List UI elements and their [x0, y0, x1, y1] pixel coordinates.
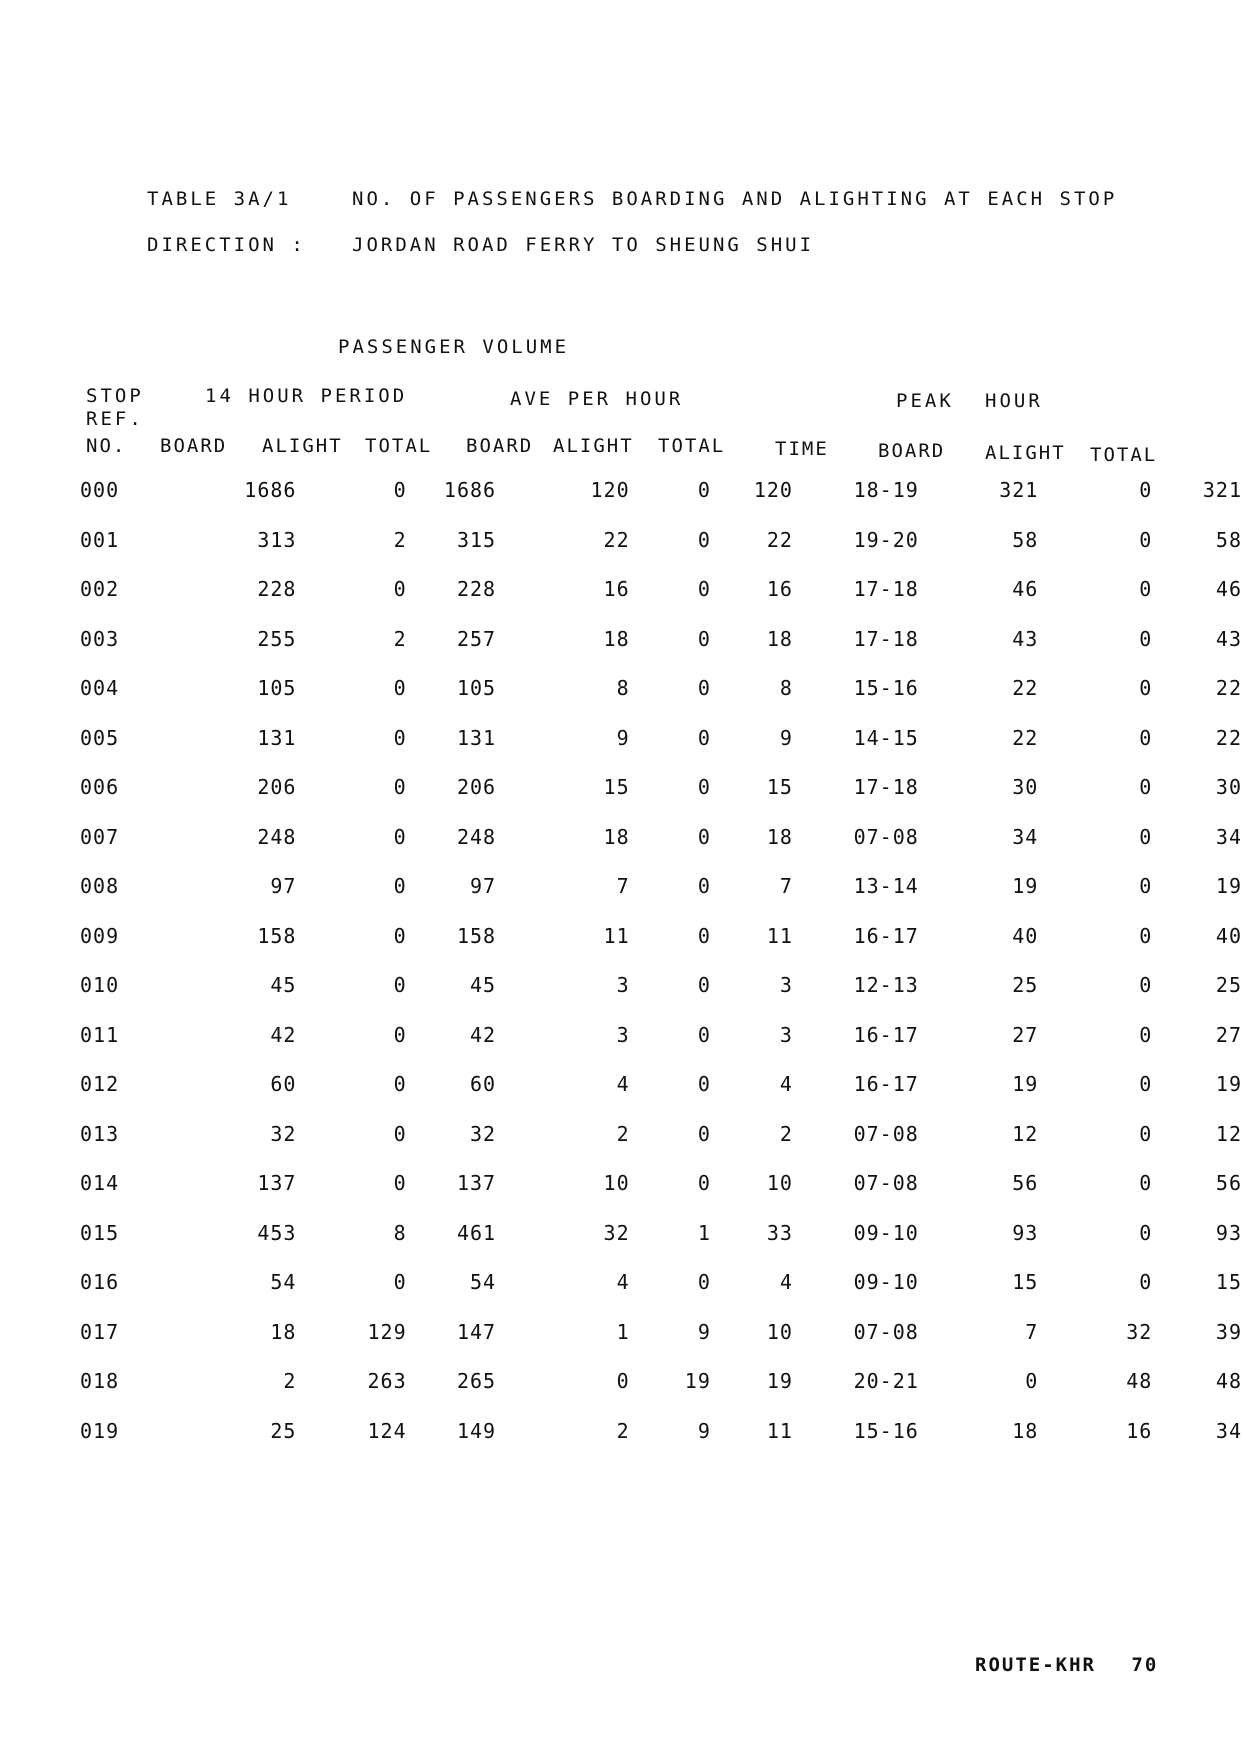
ave-total-cell: 4: [779, 1270, 793, 1294]
period-board-cell: 255: [257, 626, 297, 651]
ave-total-cell: 18: [766, 626, 793, 651]
ave-board-cell: 2: [616, 1121, 630, 1146]
ave-board-cell: 120: [590, 478, 630, 502]
col-header-period-alight: ALIGHT: [262, 435, 343, 457]
stop-ref-cell: 006: [80, 775, 120, 799]
ave-alight-cell: 0: [697, 1121, 711, 1146]
peak-total-cell: 19: [1215, 1072, 1242, 1096]
stop-ref-cell: 015: [80, 1220, 120, 1245]
peak-board-cell: 321: [999, 478, 1039, 502]
ave-total-cell: 16: [766, 577, 793, 601]
peak-time-cell: 15-16: [853, 676, 919, 700]
peak-total-cell: 34: [1215, 1418, 1242, 1443]
period-total-cell: 147: [456, 1319, 497, 1344]
stop-ref-cell: 014: [80, 1171, 120, 1195]
peak-total-cell: 43: [1215, 626, 1242, 651]
period-total-cell: 228: [456, 577, 497, 601]
col-header-peak-total: TOTAL: [1090, 444, 1158, 466]
table-row: [80, 1122, 1242, 1172]
period-board-cell: 25: [270, 1418, 297, 1443]
peak-alight-cell: 0: [1139, 1270, 1153, 1294]
peak-board-cell: 12: [1012, 1121, 1039, 1146]
col-header-peak-board: BOARD: [878, 440, 946, 462]
ave-board-cell: 10: [603, 1171, 630, 1195]
ave-total-cell: 19: [766, 1369, 793, 1393]
ave-alight-cell: 0: [697, 973, 711, 997]
ave-total-cell: 10: [766, 1319, 793, 1344]
peak-time-cell: 15-16: [853, 1418, 919, 1443]
peak-alight-cell: 0: [1139, 1072, 1153, 1096]
stop-ref-cell: 009: [80, 923, 120, 948]
ave-board-cell: 22: [603, 527, 630, 552]
period-total-cell: 1686: [443, 478, 497, 502]
ave-board-cell: 18: [603, 824, 630, 849]
peak-alight-cell: 0: [1139, 1220, 1153, 1245]
table-row: [80, 1072, 1242, 1122]
table-row: [80, 1023, 1242, 1073]
period-total-cell: 257: [456, 626, 497, 651]
period-total-cell: 131: [456, 725, 497, 750]
table-body: [80, 478, 1242, 1468]
peak-time-cell: 07-08: [853, 1319, 919, 1344]
table-row: [80, 973, 1242, 1023]
peak-board-cell: 7: [1025, 1319, 1039, 1344]
ave-alight-cell: 9: [697, 1418, 711, 1443]
col-header-stop-no: NO.: [86, 435, 127, 457]
period-alight-cell: 0: [393, 1270, 407, 1294]
col-header-peak-time: TIME: [775, 438, 829, 460]
period-alight-cell: 0: [393, 1171, 407, 1195]
ave-total-cell: 7: [779, 874, 793, 898]
peak-total-cell: 27: [1215, 1022, 1242, 1047]
peak-total-cell: 19: [1215, 874, 1242, 898]
peak-board-cell: 15: [1012, 1270, 1039, 1294]
peak-alight-cell: 48: [1126, 1369, 1153, 1393]
stop-ref-cell: 008: [80, 874, 120, 898]
peak-total-cell: 30: [1215, 775, 1242, 799]
period-total-cell: 137: [456, 1171, 497, 1195]
peak-time-cell: 14-15: [853, 725, 919, 750]
peak-time-cell: 18-19: [853, 478, 919, 502]
peak-time-cell: 09-10: [853, 1270, 919, 1294]
peak-time-cell: 16-17: [853, 1072, 919, 1096]
peak-board-cell: 19: [1012, 874, 1039, 898]
stop-ref-cell: 000: [80, 478, 120, 502]
passenger-volume-caption: PASSENGER VOLUME: [338, 336, 570, 358]
ave-total-cell: 120: [753, 478, 793, 502]
period-alight-cell: 0: [393, 824, 407, 849]
peak-total-cell: 48: [1215, 1369, 1242, 1393]
ave-alight-cell: 0: [697, 725, 711, 750]
period-board-cell: 158: [257, 923, 297, 948]
period-alight-cell: 0: [393, 1121, 407, 1146]
table-row: [80, 1419, 1242, 1469]
ave-board-cell: 32: [603, 1220, 630, 1245]
peak-total-cell: 22: [1215, 676, 1242, 700]
ave-alight-cell: 9: [697, 1319, 711, 1344]
col-header-peak-alight: ALIGHT: [985, 442, 1066, 464]
table-row: [80, 1171, 1242, 1221]
period-alight-cell: 0: [393, 874, 407, 898]
peak-alight-cell: 0: [1139, 1171, 1153, 1195]
peak-board-cell: 58: [1012, 527, 1039, 552]
peak-board-cell: 27: [1012, 1022, 1039, 1047]
peak-time-cell: 16-17: [853, 1022, 919, 1047]
stop-ref-cell: 013: [80, 1121, 120, 1146]
ave-total-cell: 9: [779, 725, 793, 750]
ave-total-cell: 18: [766, 824, 793, 849]
peak-alight-cell: 0: [1139, 478, 1153, 502]
period-alight-cell: 2: [393, 527, 407, 552]
peak-alight-cell: 0: [1139, 923, 1153, 948]
table-row: [80, 874, 1242, 924]
table-row: [80, 1270, 1242, 1320]
peak-alight-cell: 0: [1139, 874, 1153, 898]
period-alight-cell: 0: [393, 478, 407, 502]
stop-ref-cell: 012: [80, 1072, 120, 1096]
stop-ref-cell: 002: [80, 577, 120, 601]
peak-alight-cell: 16: [1126, 1418, 1153, 1443]
peak-board-cell: 34: [1012, 824, 1039, 849]
period-board-cell: 45: [270, 973, 297, 997]
table-row: [80, 478, 1242, 528]
ave-board-cell: 2: [616, 1418, 630, 1443]
ave-total-cell: 22: [766, 527, 793, 552]
period-total-cell: 60: [469, 1072, 497, 1096]
table-row: [80, 627, 1242, 677]
direction-label: DIRECTION :: [147, 234, 306, 256]
peak-time-cell: 07-08: [853, 1171, 919, 1195]
period-alight-cell: 124: [367, 1418, 407, 1443]
header-ref: REF.: [86, 408, 144, 430]
ave-alight-cell: 0: [697, 527, 711, 552]
period-board-cell: 131: [257, 725, 297, 750]
period-board-cell: 228: [257, 577, 297, 601]
ave-board-cell: 16: [603, 577, 630, 601]
table-title: [147, 188, 1118, 210]
ave-alight-cell: 1: [697, 1220, 711, 1245]
peak-alight-cell: 0: [1139, 676, 1153, 700]
ave-board-cell: 4: [616, 1270, 630, 1294]
period-board-cell: 105: [257, 676, 297, 700]
peak-time-cell: 17-18: [853, 626, 919, 651]
peak-alight-cell: 0: [1139, 626, 1153, 651]
peak-board-cell: 18: [1012, 1418, 1039, 1443]
ave-alight-cell: 0: [697, 923, 711, 948]
peak-alight-cell: 0: [1139, 1022, 1153, 1047]
period-alight-cell: 129: [367, 1319, 407, 1344]
header-14-hour-period: 14 HOUR PERIOD: [205, 385, 408, 407]
stop-ref-cell: 019: [80, 1418, 120, 1443]
col-header-ave-alight: ALIGHT: [553, 435, 634, 457]
peak-total-cell: 321: [1202, 478, 1242, 502]
ave-total-cell: 4: [779, 1072, 793, 1096]
ave-alight-cell: 0: [697, 478, 711, 502]
peak-total-cell: 40: [1215, 923, 1242, 948]
peak-total-cell: 22: [1215, 725, 1242, 750]
stop-ref-cell: 007: [80, 824, 120, 849]
ave-alight-cell: 0: [697, 626, 711, 651]
peak-time-cell: 07-08: [853, 824, 919, 849]
ave-board-cell: 11: [603, 923, 630, 948]
period-total-cell: 315: [456, 527, 497, 552]
stop-ref-cell: 010: [80, 973, 120, 997]
ave-alight-cell: 0: [697, 577, 711, 601]
ave-alight-cell: 0: [697, 1270, 711, 1294]
col-header-period-board: BOARD: [160, 435, 228, 457]
peak-alight-cell: 0: [1139, 824, 1153, 849]
ave-board-cell: 15: [603, 775, 630, 799]
peak-time-cell: 19-20: [853, 527, 919, 552]
period-total-cell: 149: [456, 1418, 497, 1443]
period-alight-cell: 2: [393, 626, 407, 651]
period-total-cell: 54: [469, 1270, 497, 1294]
period-total-cell: 97: [469, 874, 497, 898]
peak-total-cell: 93: [1215, 1220, 1242, 1245]
period-alight-cell: 8: [393, 1220, 407, 1245]
period-total-cell: 45: [469, 973, 497, 997]
peak-total-cell: 56: [1215, 1171, 1242, 1195]
ave-alight-cell: 19: [684, 1369, 711, 1393]
period-board-cell: 18: [270, 1319, 297, 1344]
peak-time-cell: 16-17: [853, 923, 919, 948]
ave-board-cell: 4: [616, 1072, 630, 1096]
col-header-period-total: TOTAL: [365, 435, 433, 457]
peak-board-cell: 25: [1012, 973, 1039, 997]
peak-board-cell: 56: [1012, 1171, 1039, 1195]
page-footer: [975, 1654, 1158, 1676]
peak-total-cell: 58: [1215, 527, 1242, 552]
period-alight-cell: 0: [393, 973, 407, 997]
period-board-cell: 313: [257, 527, 297, 552]
peak-board-cell: 0: [1025, 1369, 1039, 1393]
ave-alight-cell: 0: [697, 874, 711, 898]
period-board-cell: 248: [257, 824, 297, 849]
period-board-cell: 206: [257, 775, 297, 799]
ave-alight-cell: 0: [697, 1022, 711, 1047]
direction-value: JORDAN ROAD FERRY TO SHEUNG SHUI: [352, 234, 815, 256]
table-row: [80, 1221, 1242, 1271]
ave-alight-cell: 0: [697, 775, 711, 799]
col-header-ave-total: TOTAL: [658, 435, 726, 457]
table-row: [80, 1369, 1242, 1419]
peak-board-cell: 22: [1012, 725, 1039, 750]
period-board-cell: 453: [257, 1220, 297, 1245]
period-alight-cell: 263: [367, 1369, 407, 1393]
passenger-volume-table: [80, 478, 1242, 1468]
ave-board-cell: 8: [616, 676, 630, 700]
peak-time-cell: 17-18: [853, 775, 919, 799]
period-board-cell: 2: [283, 1369, 297, 1393]
period-total-cell: 206: [456, 775, 497, 799]
peak-board-cell: 93: [1012, 1220, 1039, 1245]
ave-total-cell: 8: [779, 676, 793, 700]
peak-alight-cell: 0: [1139, 775, 1153, 799]
peak-time-cell: 09-10: [853, 1220, 919, 1245]
ave-board-cell: 18: [603, 626, 630, 651]
period-alight-cell: 0: [393, 577, 407, 601]
peak-total-cell: 46: [1215, 577, 1242, 601]
peak-board-cell: 43: [1012, 626, 1039, 651]
stop-ref-cell: 018: [80, 1369, 120, 1393]
peak-time-cell: 12-13: [853, 973, 919, 997]
peak-time-cell: 17-18: [853, 577, 919, 601]
stop-ref-cell: 005: [80, 725, 120, 750]
ave-board-cell: 3: [616, 973, 630, 997]
ave-board-cell: 3: [616, 1022, 630, 1047]
peak-board-cell: 30: [1012, 775, 1039, 799]
stop-ref-cell: 011: [80, 1022, 120, 1047]
ave-alight-cell: 0: [697, 824, 711, 849]
peak-alight-cell: 0: [1139, 973, 1153, 997]
period-board-cell: 42: [270, 1022, 297, 1047]
peak-time-cell: 20-21: [853, 1369, 919, 1393]
peak-alight-cell: 0: [1139, 1121, 1153, 1146]
period-alight-cell: 0: [393, 775, 407, 799]
period-total-cell: 461: [456, 1220, 497, 1245]
period-total-cell: 32: [469, 1121, 497, 1146]
peak-alight-cell: 0: [1139, 577, 1153, 601]
header-stop: STOP: [86, 385, 144, 407]
peak-board-cell: 22: [1012, 676, 1039, 700]
table-row: [80, 924, 1242, 974]
period-board-cell: 32: [270, 1121, 297, 1146]
table-row: [80, 676, 1242, 726]
period-total-cell: 105: [456, 676, 497, 700]
peak-total-cell: 34: [1215, 824, 1242, 849]
peak-board-cell: 46: [1012, 577, 1039, 601]
period-board-cell: 97: [270, 874, 297, 898]
table-row: [80, 825, 1242, 875]
peak-total-cell: 12: [1215, 1121, 1242, 1146]
peak-total-cell: 15: [1215, 1270, 1242, 1294]
ave-board-cell: 7: [616, 874, 630, 898]
table-row: [80, 577, 1242, 627]
ave-board-cell: 9: [616, 725, 630, 750]
header-peak: PEAK: [896, 390, 954, 412]
period-board-cell: 60: [270, 1072, 297, 1096]
ave-board-cell: 0: [616, 1369, 630, 1393]
ave-alight-cell: 0: [697, 676, 711, 700]
peak-alight-cell: 0: [1139, 527, 1153, 552]
period-total-cell: 42: [469, 1022, 497, 1047]
period-alight-cell: 0: [393, 1022, 407, 1047]
peak-board-cell: 40: [1012, 923, 1039, 948]
ave-total-cell: 2: [779, 1121, 793, 1146]
table-row: [80, 775, 1242, 825]
ave-alight-cell: 0: [697, 1171, 711, 1195]
peak-total-cell: 39: [1215, 1319, 1242, 1344]
direction-line: [147, 234, 815, 256]
period-alight-cell: 0: [393, 725, 407, 750]
table-row: [80, 528, 1242, 578]
ave-total-cell: 15: [766, 775, 793, 799]
peak-board-cell: 19: [1012, 1072, 1039, 1096]
ave-total-cell: 3: [779, 973, 793, 997]
period-total-cell: 248: [456, 824, 497, 849]
period-total-cell: 158: [456, 923, 497, 948]
period-board-cell: 1686: [244, 478, 297, 502]
stop-ref-cell: 016: [80, 1270, 120, 1294]
ave-total-cell: 33: [766, 1220, 793, 1245]
peak-alight-cell: 0: [1139, 725, 1153, 750]
table-row: [80, 726, 1242, 776]
route-code: ROUTE-KHR: [975, 1654, 1096, 1676]
stop-ref-cell: 003: [80, 626, 120, 651]
period-board-cell: 137: [257, 1171, 297, 1195]
ave-total-cell: 11: [766, 923, 793, 948]
peak-time-cell: 07-08: [853, 1121, 919, 1146]
header-ave-per-hour: AVE PER HOUR: [510, 388, 684, 410]
ave-alight-cell: 0: [697, 1072, 711, 1096]
col-header-ave-board: BOARD: [466, 435, 534, 457]
period-total-cell: 265: [456, 1369, 497, 1393]
period-board-cell: 54: [270, 1270, 297, 1294]
period-alight-cell: 0: [393, 676, 407, 700]
stop-ref-cell: 001: [80, 527, 120, 552]
peak-total-cell: 25: [1215, 973, 1242, 997]
table-description: NO. OF PASSENGERS BOARDING AND ALIGHTING AT EACH STOP: [352, 188, 1118, 210]
ave-total-cell: 10: [766, 1171, 793, 1195]
stop-ref-cell: 004: [80, 676, 120, 700]
header-hour: HOUR: [985, 390, 1043, 412]
ave-total-cell: 11: [766, 1418, 793, 1443]
stop-ref-cell: 017: [80, 1319, 120, 1344]
period-alight-cell: 0: [393, 1072, 407, 1096]
page-number: 70: [1131, 1654, 1159, 1676]
ave-board-cell: 1: [616, 1319, 630, 1344]
table-id: TABLE 3A/1: [147, 188, 292, 210]
peak-time-cell: 13-14: [853, 874, 919, 898]
ave-total-cell: 3: [779, 1022, 793, 1047]
peak-alight-cell: 32: [1126, 1319, 1153, 1344]
period-alight-cell: 0: [393, 923, 407, 948]
table-row: [80, 1320, 1242, 1370]
